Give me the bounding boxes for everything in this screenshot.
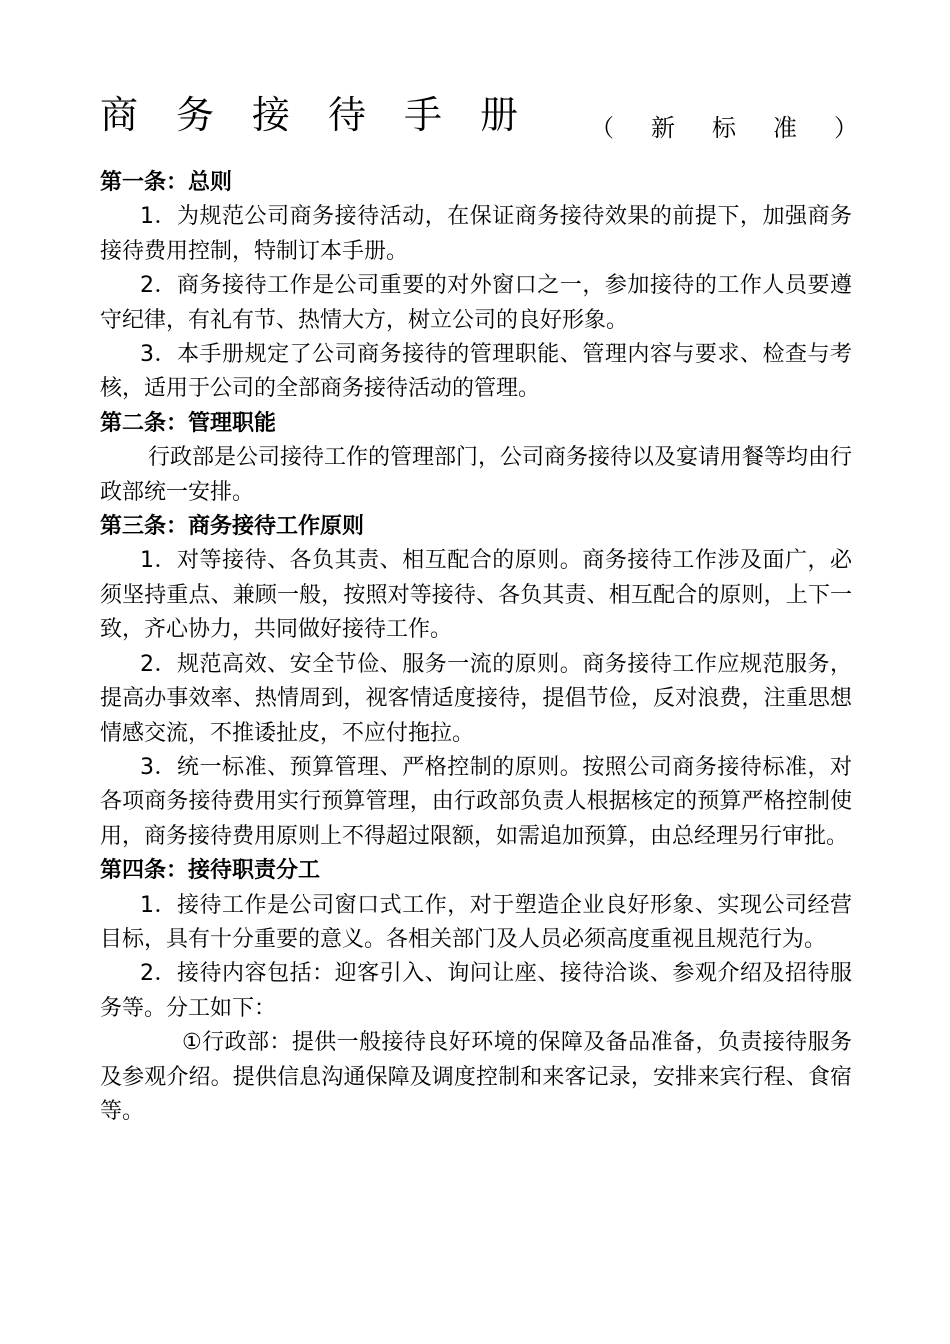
section-2-paragraph-1: 行政部是公司接待工作的管理部门，公司商务接待以及宴请用餐等均由行政部统一安排。 [100,445,853,505]
section-heading-management: 第二条：管理职能 [100,410,277,436]
title-row [100,88,860,148]
section-heading-principles: 第三条：商务接待工作原则 [100,514,365,540]
title-suffix-close-paren: ） [834,114,858,142]
title-suffix-char-1: 新 [651,114,675,142]
section-3-paragraph-3: 3．统一标准、预算管理、严格控制的原则。按照公司商务接待标准，对各项商务接待费用实行预算管理，由行政部负责人根据核定的预算严格控制使用，商务接待费用原则上不得超过限额，如需追加预算，由总经理另行审批。 [100,754,852,849]
title-suffix-open-paren: （ [590,114,614,142]
section-4-paragraph-1: 1．接待工作是公司窗口式工作，对于塑造企业良好形象、实现公司经营目标，具有十分重要的意义。各相关部门及人员必须高度重视且规范行为。 [100,892,852,952]
document-body [100,166,852,1129]
document-title-suffix [590,108,858,148]
section-1-paragraph-2: 2．商务接待工作是公司重要的对外窗口之一，参加接待的工作人员要遵守纪律，有礼有节、热情大方，树立公司的良好形象。 [100,273,852,333]
section-heading-duties: 第四条：接待职责分工 [100,858,321,884]
section-3-paragraph-2: 2．规范高效、安全节俭、服务一流的原则。商务接待工作应规范服务，提高办事效率、热情周到，视客情适度接待，提倡节俭，反对浪费，注重思想情感交流，不推诿扯皮，不应付拖拉。 [100,651,852,746]
section-4-paragraph-3: ①行政部：提供一般接待良好环境的保障及备品准备，负责接待服务及参观介绍。提供信息沟通保障及调度控制和来客记录，安排来宾行程、食宿等。 [100,1030,852,1124]
section-1-paragraph-3: 3．本手册规定了公司商务接待的管理职能、管理内容与要求、检查与考核，适用于公司的全部商务接待活动的管理。 [100,342,852,402]
document-title: 商务接待手册 [100,93,557,137]
title-suffix-char-3: 准 [773,114,797,142]
section-3-paragraph-1: 1．对等接待、各负其责、相互配合的原则。商务接待工作涉及面广，必须坚持重点、兼顾一般，按照对等接待、各负其责、相互配合的原则，上下一致，齐心协力，共同做好接待工作。 [100,548,852,643]
title-suffix-char-2: 标 [712,114,736,142]
section-1-paragraph-1: 1．为规范公司商务接待活动，在保证商务接待效果的前提下，加强商务接待费用控制，特制订本手册。 [100,204,852,264]
section-4-paragraph-2: 2．接待内容包括：迎客引入、询问让座、接待洽谈、参观介绍及招待服务等。分工如下： [100,961,852,1021]
section-heading-general: 第一条：总则 [100,170,233,195]
